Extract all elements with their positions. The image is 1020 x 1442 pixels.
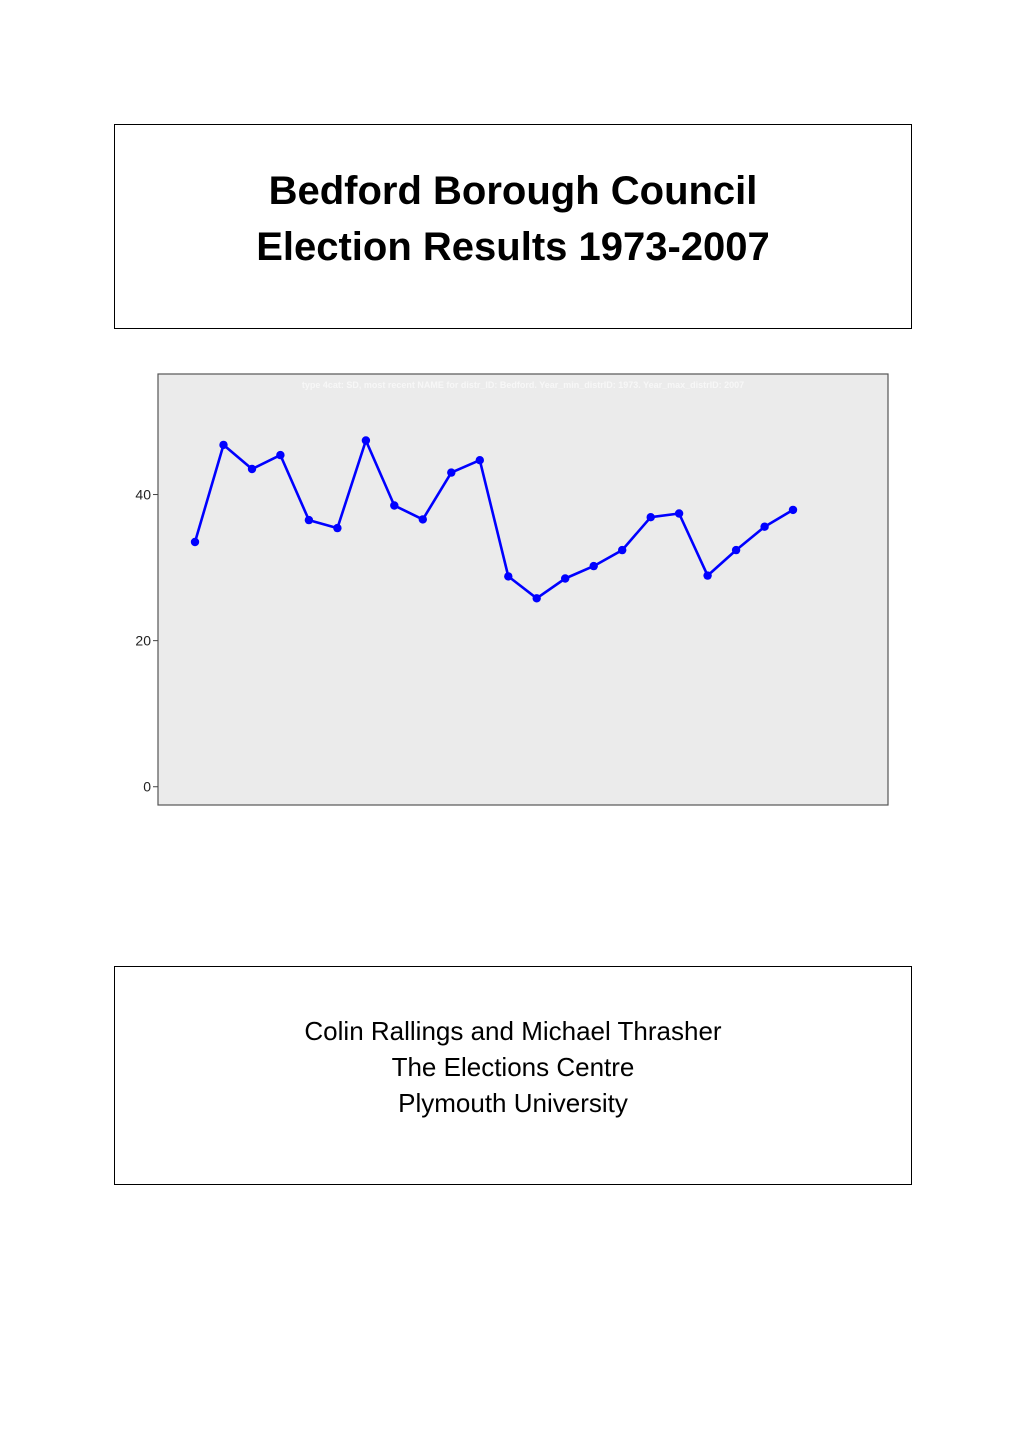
series-1-point [590,562,598,570]
y-tick-label: 0 [143,778,151,795]
series-1-point [219,441,227,449]
series-1-point [504,572,512,580]
series-1-point [476,456,484,464]
election-chart [120,366,900,816]
series-1-point [447,468,455,476]
authors: Colin Rallings and Michael Thrasher [304,1016,722,1046]
chart-title: type 4cat: SD, most recent NAME for distr_ID: Bedford. Year_min_distrID: 1973. Year_max_distrID: 2007 [301,380,745,390]
series-1-point [732,546,740,554]
series-1-point [647,513,655,521]
series-1-point [333,524,341,532]
series-1-point [305,516,313,524]
plot-panel [158,374,888,805]
title-box [114,124,912,329]
series-1-point [703,571,711,579]
series-1-point [390,501,398,509]
series-1-point [362,436,370,444]
series-1-point [191,538,199,546]
chart-svg [120,366,900,816]
series-1-point [561,574,569,582]
y-tick-label: 20 [135,632,151,649]
series-1-point [276,451,284,459]
credits-box [114,966,912,1185]
y-tick-label: 40 [135,486,151,503]
series-1-point [533,594,541,602]
university: Plymouth University [398,1088,628,1118]
series-1-point [419,515,427,523]
series-1-point [248,465,256,473]
document-title-line-2: Election Results 1973-2007 [256,225,770,269]
document-title-line-1: Bedford Borough Council [268,169,758,213]
series-1-point [789,506,797,514]
series-1-point [760,523,768,531]
series-1-point [675,509,683,517]
institution: The Elections Centre [391,1052,635,1082]
series-1-point [618,546,626,554]
